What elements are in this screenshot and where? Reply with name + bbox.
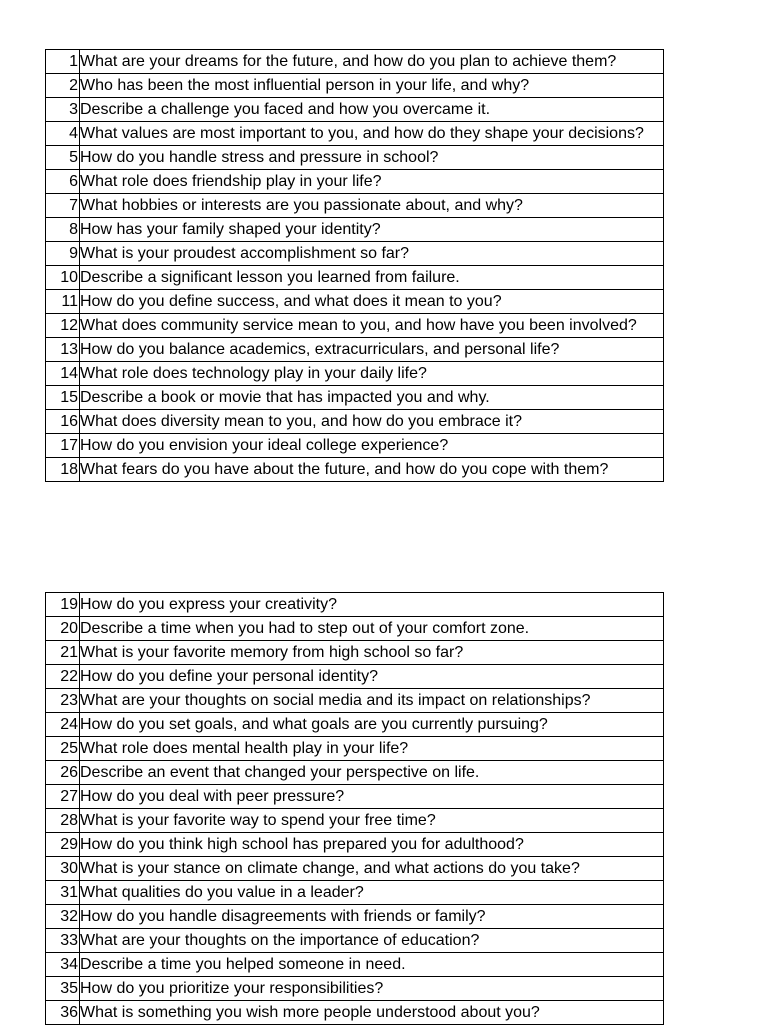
question-row <box>46 737 664 761</box>
question-row <box>46 410 664 434</box>
question-row <box>46 314 664 338</box>
question-text: How do you prioritize your responsibilities? <box>80 977 664 1001</box>
question-text: What is your proudest accomplishment so far? <box>80 242 664 266</box>
question-text: Describe an event that changed your perspective on life. <box>80 761 664 785</box>
question-text: How do you think high school has prepared you for adulthood? <box>80 833 664 857</box>
question-text: How do you define success, and what does it mean to you? <box>80 290 664 314</box>
question-row <box>46 50 664 74</box>
question-row <box>46 689 664 713</box>
question-row <box>46 146 664 170</box>
question-row <box>46 617 664 641</box>
question-number: 1 <box>46 50 80 74</box>
question-row <box>46 929 664 953</box>
question-number: 10 <box>46 266 80 290</box>
question-text: What role does mental health play in your life? <box>80 737 664 761</box>
question-number: 24 <box>46 713 80 737</box>
question-row <box>46 338 664 362</box>
question-number: 31 <box>46 881 80 905</box>
question-number: 36 <box>46 1001 80 1025</box>
question-text: How has your family shaped your identity? <box>80 218 664 242</box>
question-text: What fears do you have about the future, and how do you cope with them? <box>80 458 664 482</box>
question-number: 2 <box>46 74 80 98</box>
question-row <box>46 170 664 194</box>
question-number: 16 <box>46 410 80 434</box>
question-text: What is your favorite way to spend your free time? <box>80 809 664 833</box>
question-row <box>46 809 664 833</box>
question-number: 9 <box>46 242 80 266</box>
question-number: 19 <box>46 593 80 617</box>
question-text: What hobbies or interests are you passionate about, and why? <box>80 194 664 218</box>
question-text: Describe a significant lesson you learned from failure. <box>80 266 664 290</box>
question-text: How do you set goals, and what goals are you currently pursuing? <box>80 713 664 737</box>
question-number: 17 <box>46 434 80 458</box>
question-row <box>46 761 664 785</box>
question-text: Describe a book or movie that has impacted you and why. <box>80 386 664 410</box>
question-row <box>46 98 664 122</box>
question-row <box>46 386 664 410</box>
question-number: 8 <box>46 218 80 242</box>
question-number: 22 <box>46 665 80 689</box>
question-row <box>46 905 664 929</box>
question-text: What are your thoughts on social media and its impact on relationships? <box>80 689 664 713</box>
question-row <box>46 665 664 689</box>
question-row <box>46 977 664 1001</box>
question-number: 12 <box>46 314 80 338</box>
question-number: 26 <box>46 761 80 785</box>
question-row <box>46 266 664 290</box>
question-row <box>46 458 664 482</box>
question-number: 4 <box>46 122 80 146</box>
question-text: What role does friendship play in your life? <box>80 170 664 194</box>
question-text: How do you deal with peer pressure? <box>80 785 664 809</box>
question-text: How do you define your personal identity? <box>80 665 664 689</box>
question-number: 11 <box>46 290 80 314</box>
question-row <box>46 362 664 386</box>
question-number: 25 <box>46 737 80 761</box>
question-text: Describe a challenge you faced and how you overcame it. <box>80 98 664 122</box>
question-number: 6 <box>46 170 80 194</box>
question-row <box>46 218 664 242</box>
question-table-2-body <box>46 593 664 1025</box>
question-row <box>46 74 664 98</box>
question-row <box>46 434 664 458</box>
question-number: 27 <box>46 785 80 809</box>
question-row <box>46 881 664 905</box>
question-text: What is something you wish more people understood about you? <box>80 1001 664 1025</box>
question-number: 33 <box>46 929 80 953</box>
question-table-1-body <box>46 50 664 482</box>
question-text: What does diversity mean to you, and how do you embrace it? <box>80 410 664 434</box>
question-text: What does community service mean to you, and how have you been involved? <box>80 314 664 338</box>
question-row <box>46 122 664 146</box>
question-text: How do you express your creativity? <box>80 593 664 617</box>
question-row <box>46 641 664 665</box>
question-row <box>46 833 664 857</box>
question-row <box>46 242 664 266</box>
question-row <box>46 593 664 617</box>
question-number: 3 <box>46 98 80 122</box>
question-number: 20 <box>46 617 80 641</box>
question-text: How do you handle disagreements with friends or family? <box>80 905 664 929</box>
question-number: 14 <box>46 362 80 386</box>
question-table-1 <box>45 49 664 482</box>
question-text: What values are most important to you, and how do they shape your decisions? <box>80 122 664 146</box>
question-row <box>46 713 664 737</box>
question-number: 18 <box>46 458 80 482</box>
question-text: How do you balance academics, extracurriculars, and personal life? <box>80 338 664 362</box>
question-text: Describe a time you helped someone in need. <box>80 953 664 977</box>
question-row <box>46 953 664 977</box>
question-text: Describe a time when you had to step out of your comfort zone. <box>80 617 664 641</box>
question-number: 21 <box>46 641 80 665</box>
question-number: 5 <box>46 146 80 170</box>
question-number: 15 <box>46 386 80 410</box>
question-number: 7 <box>46 194 80 218</box>
question-text: What role does technology play in your daily life? <box>80 362 664 386</box>
question-row <box>46 290 664 314</box>
question-table-2 <box>45 592 664 1025</box>
question-number: 34 <box>46 953 80 977</box>
question-number: 30 <box>46 857 80 881</box>
question-text: How do you envision your ideal college experience? <box>80 434 664 458</box>
question-text: What are your dreams for the future, and how do you plan to achieve them? <box>80 50 664 74</box>
question-number: 23 <box>46 689 80 713</box>
question-number: 29 <box>46 833 80 857</box>
question-row <box>46 194 664 218</box>
question-row <box>46 857 664 881</box>
question-text: What are your thoughts on the importance of education? <box>80 929 664 953</box>
question-number: 35 <box>46 977 80 1001</box>
question-row <box>46 785 664 809</box>
question-text: What qualities do you value in a leader? <box>80 881 664 905</box>
question-number: 13 <box>46 338 80 362</box>
question-text: How do you handle stress and pressure in school? <box>80 146 664 170</box>
question-row <box>46 1001 664 1025</box>
question-text: Who has been the most influential person in your life, and why? <box>80 74 664 98</box>
question-number: 28 <box>46 809 80 833</box>
question-number: 32 <box>46 905 80 929</box>
question-text: What is your favorite memory from high school so far? <box>80 641 664 665</box>
question-text: What is your stance on climate change, and what actions do you take? <box>80 857 664 881</box>
